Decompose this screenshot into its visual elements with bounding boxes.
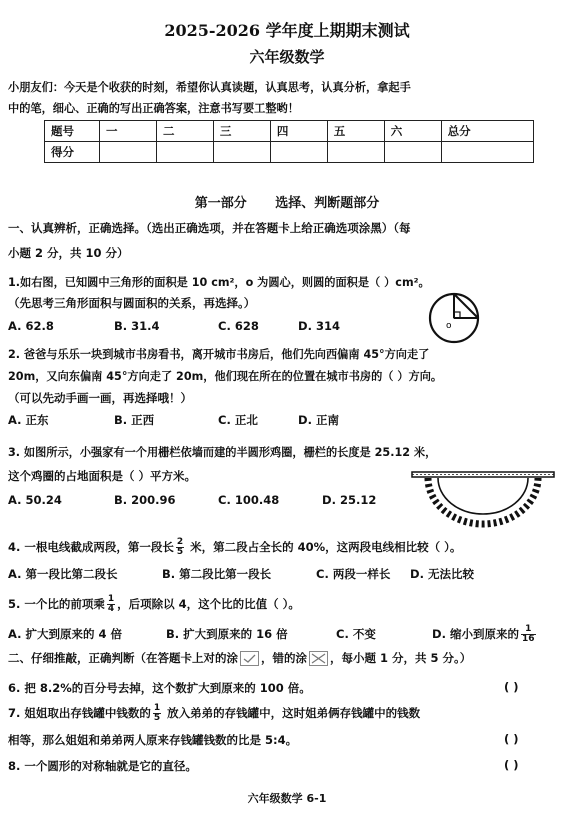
option-b[interactable]: B. 31.4 [114,319,160,333]
score-input-cell[interactable] [213,142,270,163]
score-table [44,120,534,163]
option-c[interactable]: C. 正北 [218,413,258,427]
question-8-text: 8. 一个圆形的对称轴就是它的直径。 [8,759,197,773]
score-cell: 题号 [45,121,100,142]
exam-subject: 六年级数学 [249,48,325,66]
question-1-line-2: （先思考三角形面积与圆面积的关系，再选择。） [8,296,256,310]
option-d[interactable]: D. 314 [298,319,340,333]
option-a[interactable]: A. 62.8 [8,319,54,333]
score-table-score-row [45,142,534,163]
question-7-text-b: 放入弟弟的存钱罐中，这时姐弟俩存钱罐中的钱数 [163,706,421,720]
question-8-answer-paren[interactable]: ( ) [504,758,519,772]
score-cell: 二 [156,121,213,142]
question-2-line-3: （可以先动手画一画，再选择哦！） [8,391,192,405]
question-7-line-2: 相等，那么姐姐和弟弟两人原来存钱罐钱数的比是 5:4。 [8,733,298,747]
score-input-cell[interactable] [441,142,533,163]
question-1-line-1: 1.如右图，已知圆中三角形的面积是 10 cm²，o 为圆心，则圆的面积是（ ）cm²。 [8,276,430,289]
fraction-denominator: 16 [521,634,535,644]
option-c[interactable]: C. 628 [218,319,259,333]
part-one-heading [0,192,574,211]
score-input-cell[interactable] [270,142,327,163]
option-a[interactable]: A. 正东 [8,413,49,427]
fraction [153,704,161,723]
intro-line-2: 中的笔，细心、正确的写出正确答案，注意书写要工整哟！ [8,102,299,115]
question-3-options [8,492,376,508]
score-table-header-row [45,121,534,142]
option-d[interactable] [432,625,537,644]
part-one-title: 第一部分 [194,196,247,211]
cross-box-icon [309,651,328,666]
option-d-text: D. 缩小到原来的 [432,627,519,641]
score-input-cell[interactable] [384,142,441,163]
score-cell: 总分 [441,121,533,142]
option-c[interactable]: C. 两段一样长 [316,567,391,581]
option-d[interactable]: D. 正南 [298,413,339,427]
score-cell: 五 [327,121,384,142]
fraction-numerator: 1 [521,625,536,635]
question-6-text: 6. 把 8.2%的百分号去掉，这个数扩大到原来的 100 倍。 [8,681,311,695]
fraction-denominator: 4 [107,604,115,614]
question-6-answer-paren[interactable]: ( ) [504,680,519,694]
semicircle-fence-figure [410,468,556,530]
option-c[interactable]: C. 100.48 [218,493,280,507]
score-cell: 一 [100,121,157,142]
fraction-numerator: 2 [176,537,184,547]
option-b[interactable]: B. 正西 [114,413,155,427]
question-1-options [8,318,340,334]
question-7-text-a: 7. 姐姐取出存钱罐中钱数的 [8,706,151,720]
fraction-denominator: 5 [176,547,184,557]
question-2-options [8,412,339,428]
question-5-text-b: ，后项除以 4，这个比的比值（ ）。 [117,597,300,611]
circle-center-label: o [446,321,452,331]
score-input-cell[interactable] [327,142,384,163]
question-3-line-1: 3. 如图所示，小强家有一个用栅栏依墙而建的半圆形鸡圈，栅栏的长度是 25.12 米， [8,446,437,459]
question-4-line-1 [8,538,461,557]
question-7-answer-paren[interactable]: ( ) [504,732,519,746]
circle-triangle-figure [424,290,484,346]
fraction [176,538,184,557]
option-c[interactable]: C. 不变 [336,627,376,641]
score-input-cell[interactable] [100,142,157,163]
page-footer: 六年级数学 6-1 [247,792,327,805]
question-2-line-1: 2. 爸爸与乐乐一块到城市书房看书，离开城市书房后，他们先向西偏南 45°方向走了 [8,348,430,361]
part-one-subtitle: 选择、判断题部分 [275,196,380,211]
fraction [521,625,536,644]
question-5-options [8,625,538,644]
score-cell: 六 [384,121,441,142]
question-3-line-2: 这个鸡圈的占地面积是（ ）平方米。 [8,469,197,483]
option-b[interactable]: B. 扩大到原来的 16 倍 [166,627,288,641]
score-cell: 四 [270,121,327,142]
checkmark-box-icon [240,651,259,666]
option-d[interactable]: D. 25.12 [322,493,377,507]
section-one-instructions-1: 一、认真辨析，正确选择。（选出正确选项，并在答题卡上给正确选项涂黑）（每 [8,221,411,235]
option-b[interactable]: B. 200.96 [114,493,176,507]
fraction-numerator: 1 [107,594,115,604]
option-a[interactable]: A. 50.24 [8,493,62,507]
option-a[interactable]: A. 第一段比第二段长 [8,567,118,581]
question-5-text-a: 5. 一个比的前项乘 [8,597,105,611]
fraction [107,595,115,614]
section-two-text-b: ，错的涂 [261,651,307,665]
question-4-text-a: 4. 一根电线截成两段，第一段长 [8,540,174,554]
question-5-line-1 [8,595,300,614]
section-one-instructions-2: 小题 2 分，共 10 分） [8,246,129,260]
fraction-denominator: 5 [153,713,161,723]
score-input-cell[interactable] [156,142,213,163]
fraction-numerator: 1 [153,703,161,713]
question-4-text-b: 米，第二段占全长的 40%，这两段电线相比较（ ）。 [186,540,462,554]
option-a[interactable]: A. 扩大到原来的 4 倍 [8,627,122,641]
question-2-line-2: 20m，又向东偏南 45°方向走了 20m，他们现在所在的位置在城市书房的（ ）方向。 [8,370,443,383]
option-b[interactable]: B. 第二段比第一段长 [162,567,272,581]
section-two-instructions [8,650,471,666]
exam-title: 2025-2026 学年度上期期末测试 [164,21,410,40]
section-two-text-c: ，每小题 1 分，共 5 分。） [330,651,472,665]
score-cell: 得分 [45,142,100,163]
question-7-line-1 [8,704,420,723]
score-cell: 三 [213,121,270,142]
question-4-options [8,566,474,582]
intro-line-1: 小朋友们：今天是个收获的时刻，希望你认真读题，认真思考，认真分析，拿起手 [8,81,411,94]
section-two-text-a: 二、仔细推敲，正确判断（在答题卡上对的涂 [8,651,238,665]
option-d[interactable]: D. 无法比较 [410,567,474,581]
